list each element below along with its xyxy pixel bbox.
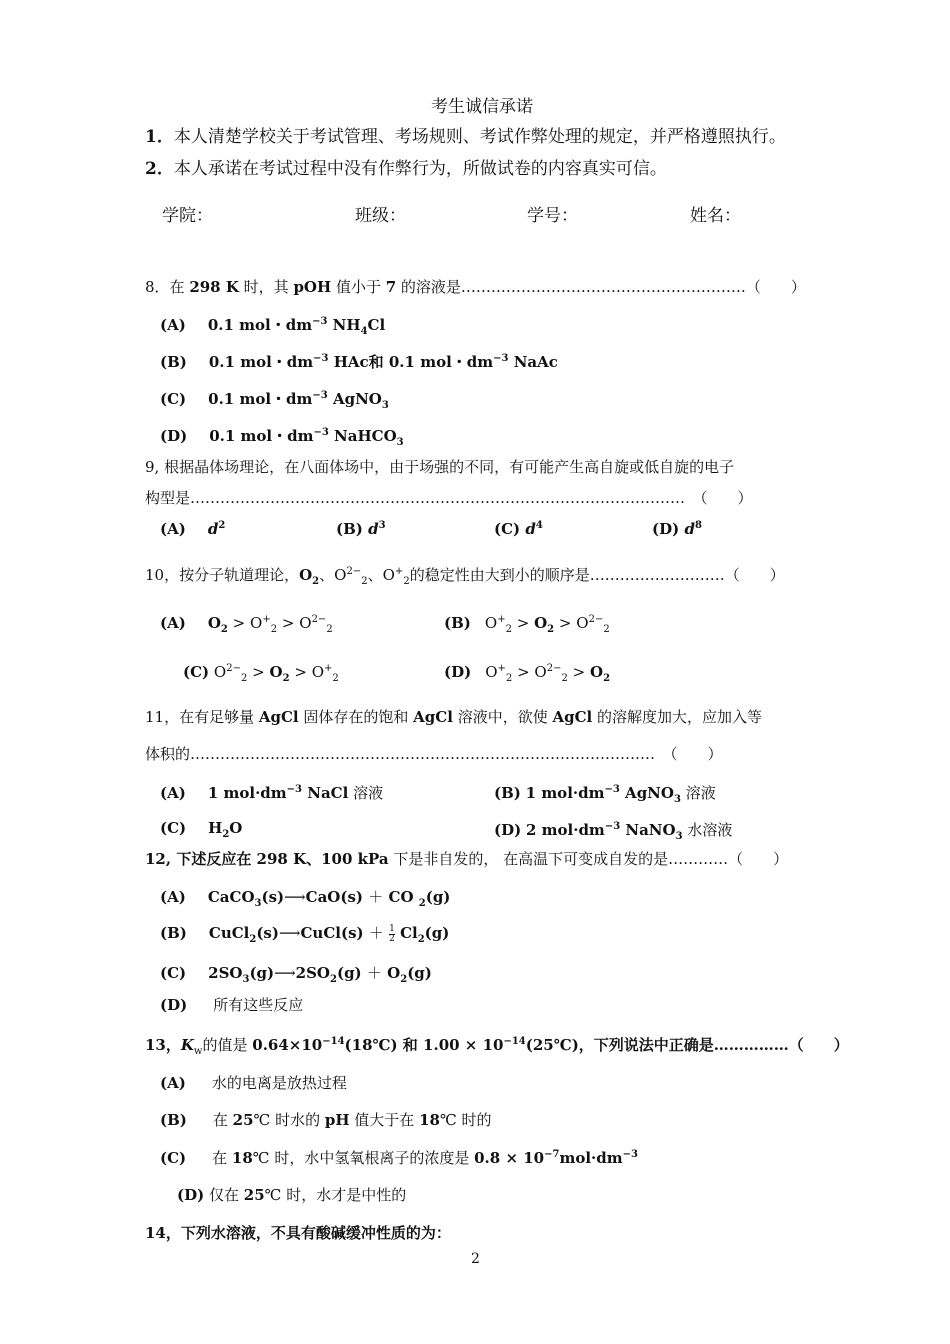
q10b-o2: O [534,614,548,632]
q12c-r1-state: (g) [249,964,275,982]
q13c-t3: ℃ 时，水中氢氧根离子的浓度是 [252,1149,475,1167]
q12a-plus: ＋ [368,888,384,906]
q9-option-b-label: (B) [336,520,363,538]
q10d-o2plus-sub: 2 [505,673,513,684]
q12b-p2-sub: 2 [417,934,425,945]
q11-option-c-label: (C) [160,819,187,837]
q8-option-b-label: (B) [160,353,187,371]
q10c-o22minus-sub: 2 [240,673,248,684]
q13b-t2: 25 [232,1111,254,1129]
q8-option-a-label: (A) [160,316,186,334]
q11-option-a-label: (A) [160,784,186,802]
q13c-t1: 在 [212,1149,232,1167]
q8-option-c-label: (C) [160,390,187,408]
pledge-1-number: 1． [145,127,174,147]
q10-option-d-label: (D) [444,663,472,681]
q12b-fraction [389,925,395,944]
q8-text-e: 值小于 [331,278,386,296]
q8-option-d-label: (D) [160,427,188,445]
q10a-o22minus-sub: 2 [326,624,333,635]
q13-option-a-label: (A) [160,1074,186,1092]
q13-option-c-label: (C) [160,1149,187,1167]
q12b-p2: Cl [400,924,418,942]
q10-option-a-label: (A) [160,614,186,632]
q13-option-a[interactable] [160,1072,347,1093]
q12b-r1: CuCl [208,924,250,942]
q10a-gt1: > [232,614,246,632]
q10c-gt1: > [252,663,265,681]
q8-option-b-tail: HAc和 0.1 mol・dm [328,353,494,371]
q12b-plus: ＋ [368,924,384,942]
q11-option-c[interactable] [160,819,243,840]
q10-text-b: 的稳定性由大到小的顺序是………………………（ ） [409,566,785,584]
q12a-p1: CaO(s) [305,888,364,906]
page-number: 2 [471,1251,480,1267]
q9-option-c[interactable] [494,520,543,538]
q8-text-g: 的溶液是…………………………………………………（ ） [396,278,806,296]
q11-option-d[interactable] [494,819,732,840]
q12c-p2: O [387,964,401,982]
q10d-gt2: > [572,663,586,681]
field-name: 姓名： [690,206,741,226]
q13-number: 13， [145,1036,181,1054]
q11-option-c-tail: O [229,819,243,837]
q13b-t6: 18 [419,1111,440,1129]
q11-agcl-1: AgCl [258,708,299,726]
q11-option-d-suffix: 水溶液 [682,821,733,839]
q8-option-c-sub: 3 [381,400,389,411]
q11-option-b-sub: 3 [673,794,681,805]
q12c-r1: 2SO [208,964,243,982]
q8-option-d-sup: −3 [313,427,329,438]
q8-option-d-sub: 3 [396,437,404,448]
q11-text-a: 11，在有足够量 [145,708,259,726]
q9-option-a-sup: 2 [218,520,226,531]
q11-agcl-2: AgCl [413,708,453,726]
q10b-gt2: > [558,614,572,632]
q13-text-d: (25℃)，下列说法中正确是……………（ ） [525,1036,849,1054]
q13c-t5: mol·dm [559,1149,623,1167]
q10a-gt2: > [281,614,295,632]
q8-option-a-sub: 4 [360,326,368,337]
q8-option-b-tail2: NaAc [508,353,558,371]
q10-o2-plus-sup: + [394,566,404,577]
q8-option-b-text: 0.1 mol・dm [208,353,314,371]
q10b-o22minus-sup: 2− [588,614,604,625]
q10a-o2: O [207,614,221,632]
question-12-stem [145,848,788,869]
q12c-p1-sub: 2 [330,974,337,985]
q12b-frac-num: 1 [389,923,395,934]
q10d-o2plus: O [485,663,498,681]
q10b-o2plus-sub: 2 [505,624,512,635]
question-8-stem [145,276,806,297]
q10c-o22minus-sup: 2− [226,663,241,674]
q8-temp: 298 K [189,278,239,296]
q12a-r1-state: (s) [261,888,285,906]
q10c-o2: O [269,663,283,681]
q13-text-b: 的值是 [202,1036,253,1054]
q8-option-b[interactable] [160,351,558,372]
q8-poh: pOH [293,278,332,296]
q10c-o22minus: O [213,663,227,681]
q10d-o2: O [590,663,604,681]
q10-o2-plus: O [382,566,395,584]
question-11-line1 [145,706,762,727]
q9-option-d-label: (D) [652,520,680,538]
q10b-o2-sub: 2 [547,624,555,635]
q12-option-a-label: (A) [160,888,186,906]
q12-option-b-label: (B) [160,924,187,942]
question-14-stem [145,1222,451,1243]
q10-option-b-label: (B) [444,614,471,632]
q8-option-d-text: 0.1 mol・dm [209,427,314,445]
q12b-frac-den: 2 [389,933,395,944]
q11-option-a[interactable] [160,782,383,803]
q9-option-c-d: d [525,520,536,538]
question-10-stem [145,564,785,585]
q10-text-a: 10，按分子轨道理论， [145,566,300,584]
q13-text-c: (18℃) 和 [344,1036,424,1054]
q10-option-d[interactable] [444,663,611,684]
q11-option-d-sub: 3 [675,831,683,842]
q13b-t4: pH [324,1111,350,1129]
q10-o2: O [299,566,313,584]
pledge-1 [145,122,786,147]
q12-text-a: 12, 下述反应在 [145,850,257,868]
q10-option-c-label: (C) [183,663,210,681]
q11-option-a-tail: NaCl [302,784,349,802]
q10b-o22minus: O [576,614,589,632]
question-13-stem [145,1034,849,1055]
q12a-r1: CaCO [207,888,255,906]
field-class: 班级： [355,206,406,226]
q13-option-d[interactable] [177,1184,406,1205]
q13c-t4: 0.8 × 10 [474,1149,545,1167]
q13d-t1: 仅在 [208,1186,244,1204]
q10a-o22minus: O [299,614,312,632]
q12b-p2-state: (g) [424,924,450,942]
q11-text-b: 固体存在的饱和 [298,708,414,726]
q11-option-c-sub: 2 [222,829,230,840]
q13d-t2: 25 [243,1186,265,1204]
q13-k: K [180,1036,194,1054]
q11-option-b-suffix: 溶液 [680,784,716,802]
q10-o2-2minus-sup: 2− [346,566,362,577]
q13-value1-sup: −14 [322,1036,345,1047]
q10c-o2-sub: 2 [282,673,290,684]
q10c-gt2: > [294,663,307,681]
q12a-p2-state: (g) [425,888,451,906]
page-title: 考生诚信承诺 [431,97,533,117]
q8-option-c[interactable] [160,388,389,409]
q11-option-b-text: 1 mol·dm [525,784,605,802]
pledge-2-text: 本人承诺在考试过程中没有作弊行为，所做试卷的内容真实可信。 [173,159,667,179]
q12c-p1-state: (g) [336,964,362,982]
q10-o2-sub: 2 [312,576,320,587]
q8-option-c-tail: AgNO [327,390,382,408]
q11-option-a-suffix: 溶液 [348,784,384,802]
q13b-t5: 值大于在 [349,1111,420,1129]
q12b-r1-state: (s) [256,924,279,942]
q12a-arrow: ⟶ [284,888,306,906]
q12c-plus: ＋ [366,964,382,982]
q9-option-b-sup: 3 [378,520,386,531]
q13-option-c[interactable] [160,1147,638,1168]
q9-option-b[interactable] [336,520,386,538]
q13-option-b-label: (B) [160,1111,187,1129]
q9-option-d[interactable] [652,520,702,538]
q12b-arrow: ⟶ [278,924,301,942]
q10d-o2plus-sup: + [497,663,506,674]
q8-option-d[interactable] [160,425,404,446]
q10-o2-2minus-sub: 2 [361,576,368,587]
q10d-gt1: > [517,663,530,681]
q10d-o22minus-sup: 2− [546,663,562,674]
q9-option-a-d: d [207,520,219,538]
q12a-r1-sub: 3 [254,898,262,909]
q8-option-a-sup: −3 [312,316,328,327]
q12c-p2-sub: 2 [400,974,408,985]
q13-value2: 1.00 × 10 [423,1036,504,1054]
q13-option-d-label: (D) [177,1186,205,1204]
q8-option-b-sup2: −3 [493,353,509,364]
q12c-p2-state: (g) [407,964,432,982]
q8-option-b-sup: −3 [313,353,329,364]
q11-option-b-sup: −3 [604,784,620,795]
q13b-t7: ℃ 时的 [439,1111,492,1129]
q11-option-d-sup: −3 [604,821,621,832]
q10a-o2-sub: 2 [220,624,228,635]
q13d-t3: ℃ 时，水才是中性的 [264,1186,407,1204]
q10d-o2-sub: 2 [603,673,611,684]
q13b-t1: 在 [212,1111,233,1129]
q10-o2-2minus: O [334,566,347,584]
q12c-p1: 2SO [295,964,330,982]
q10c-o2plus-sub: 2 [332,673,339,684]
q9-option-a-label: (A) [160,520,186,538]
field-college: 学院： [162,206,213,226]
q13-value2-sup: −14 [503,1036,526,1047]
q10-sep1: 、 [319,566,335,584]
q12b-r1-sub: 2 [249,934,257,945]
q11-option-d-text: 2 mol·dm [525,821,605,839]
q12-conditions: 298 K、100 kPa [256,850,389,868]
q8-seven: 7 [385,278,397,296]
q10-o2-plus-sub: 2 [403,576,410,587]
q10b-o2plus-sup: + [497,614,506,625]
q10a-o2plus: O [250,614,263,632]
q12-text-c: 下是非自发的， 在高温下可变成自发的是…………（ ） [388,850,789,868]
q12b-p1: CuCl(s) [300,924,364,942]
q12-option-b[interactable] [160,922,449,944]
q12-option-d-label: (D) [160,996,188,1014]
q13-option-b[interactable] [160,1109,492,1130]
q8-option-c-text: 0.1 mol・dm [208,390,313,408]
question-9-line2: 构型是……………………………………………………………………………………… （ ） [145,489,753,507]
q14-text: 14，下列水溶液，不具有酸碱缓冲性质的为： [145,1224,451,1242]
q11-option-b[interactable] [494,782,716,803]
q8-option-d-tail: NaHCO [328,427,397,445]
q10b-o22minus-sub: 2 [603,624,610,635]
q10a-o2plus-sup: + [262,614,271,625]
q8-option-a-text: 0.1 mol・dm [207,316,313,334]
q13c-t5-sup: −3 [622,1149,638,1160]
q9-option-b-d: d [368,520,379,538]
q10d-o22minus: O [534,663,547,681]
q13c-t2: 18 [231,1149,253,1167]
q13-value1: 0.64×10 [252,1036,323,1054]
q10-option-a[interactable] [160,614,333,635]
q12-option-c-label: (C) [160,964,187,982]
q11-option-b-label: (B) [494,784,521,802]
q12-option-c[interactable] [160,962,432,983]
q13b-t3: ℃ 时水的 [253,1111,325,1129]
q12a-p2-sub: 2 [418,898,426,909]
q9-option-c-label: (C) [494,520,521,538]
q12-option-d-text: 所有这些反应 [213,996,304,1014]
pledge-2-number: 2． [145,159,174,179]
q11-option-c-text: H [208,819,223,837]
q9-option-a[interactable] [160,520,225,538]
q8-text-a: 8．在 [145,278,190,296]
q12-option-d[interactable] [160,994,303,1015]
q9-option-c-sup: 4 [535,520,543,531]
q11-option-b-tail: AgNO [619,784,674,802]
q10a-o22minus-sup: 2− [311,614,327,625]
question-9-line1: 9, 根据晶体场理论，在八面体场中，由于场强的不同，有可能产生高自旋或低自旋的电子 [145,458,735,476]
pledge-2 [145,154,667,179]
pledge-1-text: 本人清楚学校关于考试管理、考场规则、考试作弊处理的规定，并严格遵照执行。 [173,127,786,147]
q8-option-c-sup: −3 [312,390,328,401]
q13c-t4-sup: −7 [544,1149,560,1160]
q11-text-c: 溶液中，欲使 [452,708,553,726]
q9-option-d-sup: 8 [694,520,702,531]
q9-option-d-d: d [684,520,695,538]
q10b-o2plus: O [484,614,498,632]
q12-option-a[interactable] [160,886,450,907]
q10d-o22minus-sub: 2 [561,673,568,684]
q11-agcl-3: AgCl [552,708,593,726]
q8-text-c: 时，其 [238,278,294,296]
q10-sep2: 、 [367,566,383,584]
q8-option-a-tail2: Cl [367,316,386,334]
q12a-p2: CO [388,888,414,906]
q11-option-a-sup: −3 [286,784,303,795]
q10b-gt1: > [516,614,530,632]
q8-option-a[interactable] [160,314,385,335]
field-student-id: 学号： [527,206,578,226]
q10-option-c[interactable] [183,663,339,684]
q12c-r1-sub: 3 [242,974,250,985]
q11-option-d-label: (D) [494,821,522,839]
q12c-arrow: ⟶ [274,964,296,982]
q13-k-sub: w [193,1046,203,1057]
q11-text-d: 的溶解度加大，应加入等 [592,708,763,726]
q10c-o2plus: O [311,663,324,681]
q10a-o2plus-sub: 2 [270,624,278,635]
q10-option-b[interactable] [444,614,610,635]
q11-option-d-tail: NaNO [620,821,676,839]
q10c-o2plus-sup: + [324,663,333,674]
q8-option-a-tail: NH [327,316,361,334]
q13-option-a-text: 水的电离是放热过程 [211,1074,347,1092]
q11-option-a-text: 1 mol·dm [207,784,287,802]
question-11-line2: 体积的………………………………………………………………………………… （ ） [145,745,723,763]
